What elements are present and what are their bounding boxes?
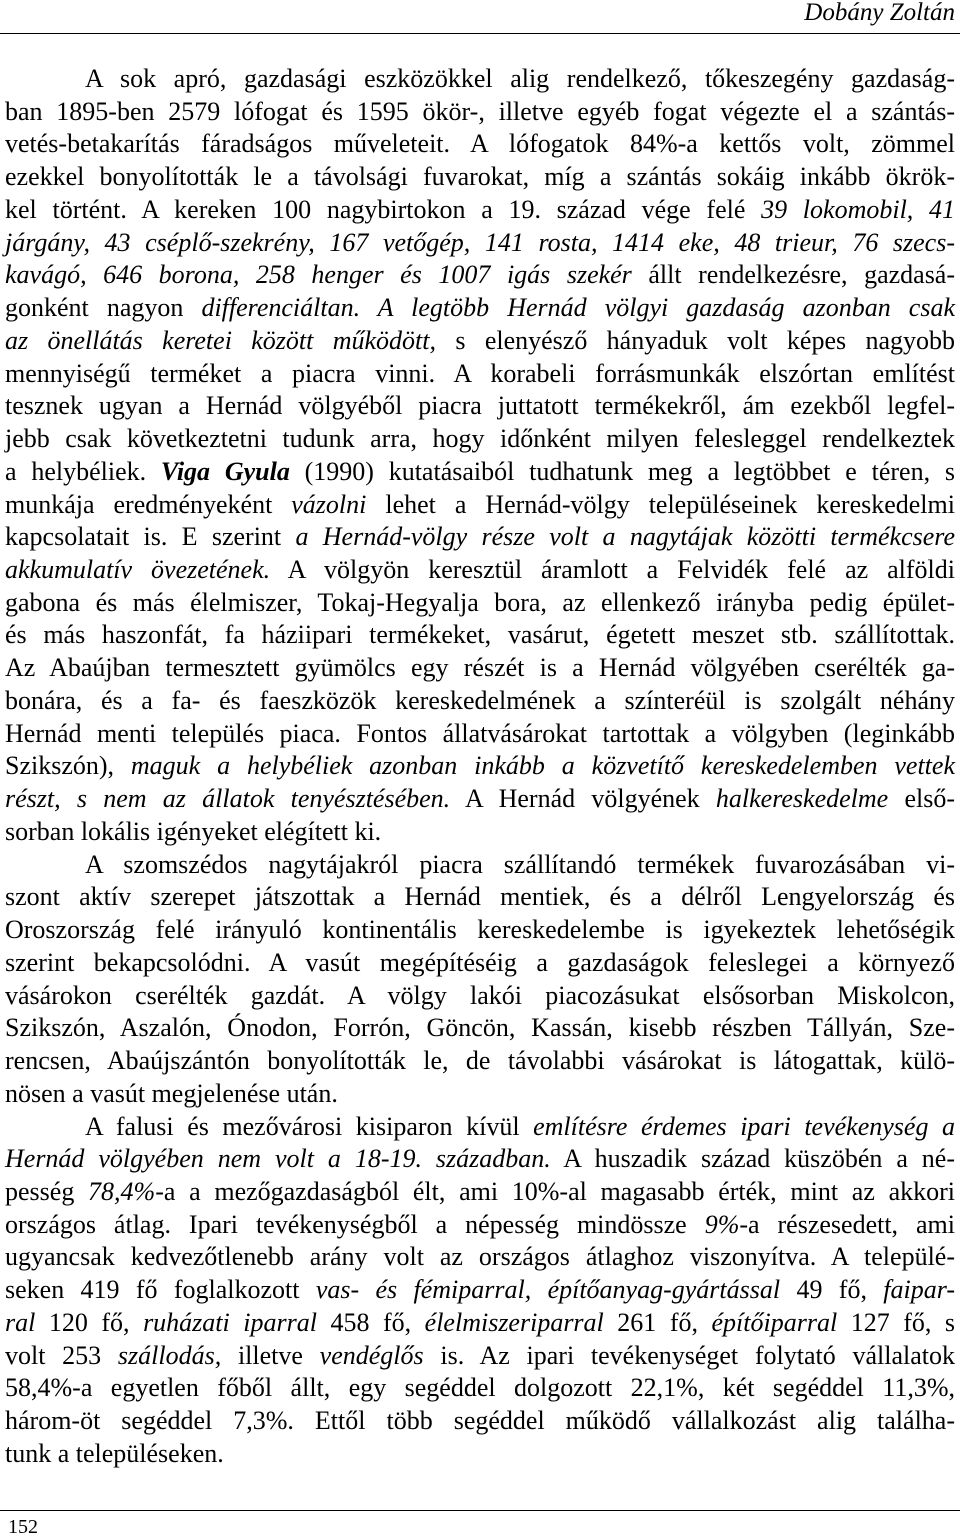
paragraph (5, 849, 955, 1111)
text-run: kel történt. A kereken 100 nagybirtokon a 19. század vége felé (5, 194, 762, 224)
italic-text: építőiparral (711, 1307, 838, 1337)
text-run: ezekkel bonyolították le a távolsági fuvarokat, míg a szántás sokáig inkább ökrök- (5, 162, 955, 192)
text-run: gabona és más élelmiszer, Tokaj-Hegyalja bora, az ellenkező irányba pedig épület- (5, 587, 955, 617)
italic-text: maguk a helybéliek azonban inkább a közvetítő kereskedelemben vettek (130, 751, 955, 781)
italic-text: 78,4% (88, 1176, 156, 1206)
text-line (5, 325, 955, 358)
text-run: (1990) kutatásaiból tudhatunk meg a legtöbbet e téren, s (289, 456, 955, 486)
text-line (5, 587, 955, 620)
text-line (5, 1340, 955, 1373)
text-line (5, 1241, 955, 1274)
body-text (5, 63, 955, 1471)
text-run: 458 fő, (316, 1307, 425, 1337)
text-run: rencsen, Abaújszántón bonyolították le, de távolabbi vásárokat is látogattak, külö- (5, 1046, 955, 1076)
italic-text: kavágó, 646 borona, 258 henger és 1007 igás szekér (5, 260, 632, 290)
text-run: 58,4%-a egyetlen főből állt, egy segéddel dolgozott 22,1%, két segéddel 11,3%, (5, 1373, 955, 1403)
text-run: ugyancsak kedvezőtlenebb arány volt az országos átlaghoz viszonyítva. A települé- (5, 1242, 955, 1272)
text-line (5, 947, 955, 980)
text-line (5, 554, 955, 587)
text-line (5, 1012, 955, 1045)
text-line (5, 489, 955, 522)
text-run: bonára, és a fa- és faeszközök kereskedelmének a színteréül is szolgált néhány (5, 685, 955, 715)
italic-text: a Hernád-völgy része volt a nagytájak közötti termékcsere (295, 522, 955, 552)
italic-text: járgány, 43 cséplő-szekrény, 167 vetőgép, 141 rosta, 1414 eke, 48 trieur, 76 szecs- (5, 227, 955, 257)
italic-text: vázolni (291, 489, 367, 519)
text-line (5, 358, 955, 391)
italic-text: élelmiszeriparral (424, 1307, 604, 1337)
italic-text: ral (5, 1307, 36, 1337)
italic-text: ruházati iparral (143, 1307, 317, 1337)
text-run: 261 fő, (603, 1307, 712, 1337)
italic-text: vas- és fémiparral, építőanyag-gyártással (315, 1275, 781, 1305)
text-line (5, 390, 955, 423)
text-run: kapcsolatait is. E szerint (5, 522, 296, 552)
text-run: s elenyésző hányaduk volt képes nagyobb (436, 325, 956, 355)
text-line (5, 1438, 955, 1471)
text-run: szerint bekapcsolódni. A vasút megépítéséig a gazdaságok feleslegei a környező (5, 947, 955, 977)
text-line (5, 1307, 955, 1340)
italic-text: 9% (704, 1209, 740, 1239)
text-line (5, 783, 955, 816)
paragraph (5, 63, 955, 849)
text-line (5, 1143, 955, 1176)
text-line (5, 1176, 955, 1209)
text-run: 127 fő, s (837, 1307, 955, 1337)
text-run: -a részesedett, ami (739, 1209, 956, 1239)
text-run: A falusi és mezővárosi kisiparon kívül (85, 1111, 534, 1141)
text-line (5, 619, 955, 652)
text-run: tunk a településeken. (5, 1438, 224, 1468)
text-line (5, 881, 955, 914)
italic-text: részt, s nem az állatok tenyésztésében. (5, 784, 451, 814)
text-line (5, 161, 955, 194)
text-line (5, 259, 955, 292)
text-line (5, 1078, 955, 1111)
text-run: nösen a vasút megjelenése után. (5, 1078, 338, 1108)
text-line (5, 1209, 955, 1242)
text-run: sorban lokális igényeket elégített ki. (5, 816, 382, 846)
text-run: Az Abaújban termesztett gyümölcs egy részét is a Hernád völgyében cserélték ga- (5, 653, 955, 683)
italic-text: említésre érdemes ipari tevékenység a (533, 1111, 955, 1141)
text-run: 49 fő, (780, 1275, 884, 1305)
paragraph (5, 1111, 955, 1471)
text-run: a helybéliek. (5, 456, 161, 486)
text-run: Szikszón, Aszalón, Ónodon, Forrón, Göncön, Kassán, kisebb részben Tállyán, Sze- (5, 1013, 955, 1043)
text-line (5, 1405, 955, 1438)
text-line (5, 128, 955, 161)
text-run: szont aktív szerepet játszottak a Hernád mentiek, és a délről Lengyelország és (5, 882, 955, 912)
text-run: pesség (5, 1176, 89, 1206)
text-line (5, 194, 955, 227)
text-line (5, 980, 955, 1013)
text-line (5, 652, 955, 685)
text-run: és más haszonfát, fa háziipari termékeket, vasárut, égetett meszet stb. szállítottak. (5, 620, 955, 650)
italic-text: szállodás, (117, 1340, 222, 1370)
italic-text: 39 lokomobil, 41 (761, 194, 955, 224)
text-line (5, 718, 955, 751)
text-line (5, 521, 955, 554)
text-line (5, 292, 955, 325)
italic-text: az önellátás keretei között működött, (5, 325, 436, 355)
text-run: seken 419 fő foglalkozott (5, 1275, 316, 1305)
text-line (5, 1045, 955, 1078)
text-run: három-öt segéddel 7,3%. Ettől több segéddel működő vállalkozást alig találha- (5, 1406, 955, 1436)
text-run: Oroszország felé irányuló kontinentális kereskedelembe is igyekeztek lehetőségik (5, 915, 955, 945)
italic-text: Hernád völgyében nem volt a 18-19. században. (5, 1144, 551, 1174)
footer-rule (0, 1510, 960, 1511)
text-line (5, 914, 955, 947)
text-line (5, 423, 955, 456)
text-run: A szomszédos nagytájakról piacra szállítandó termékek fuvarozásában vi- (85, 849, 955, 879)
italic-text: akkumulatív övezetének. (5, 555, 271, 585)
running-head: Dobány Zoltán (804, 0, 955, 26)
header-rule (0, 33, 960, 34)
text-run: ban 1895-ben 2579 lófogat és 1595 ökör-, illetve egyéb fogat végezte el a szántás- (5, 96, 955, 126)
text-run: lehet a Hernád-völgy településeinek kereskedelmi (366, 489, 955, 519)
italic-text: differenciáltan. A legtöbb Hernád völgyi gazdaság azonban csak (201, 293, 955, 323)
text-run: Szikszón), (5, 751, 131, 781)
italic-text: vendéglős (319, 1340, 424, 1370)
text-run: Hernád menti település piaca. Fontos állatvásárokat tartottak a völgyben (leginkább (5, 718, 955, 748)
text-run: illetve (221, 1340, 320, 1370)
text-run: volt 253 (5, 1340, 118, 1370)
text-line (5, 1372, 955, 1405)
text-line (5, 227, 955, 260)
text-run: vetés-betakarítás fáradságos műveleteit. A lófogatok 84%-a kettős volt, zömmel (5, 129, 955, 159)
text-run: munkája eredményeként (5, 489, 292, 519)
text-run: -a a mezőgazdaságból élt, ami 10%-al magasabb érték, mint az akkori (155, 1176, 955, 1206)
text-run: A Hernád völgyének (450, 784, 716, 814)
text-run: tesznek ugyan a Hernád völgyéből piacra juttatott termékekről, ám ezekből legfel- (5, 391, 955, 421)
text-line (5, 1111, 955, 1144)
text-line (5, 816, 955, 849)
text-run: állt rendelkezésre, gazdasá- (631, 260, 956, 290)
text-line (5, 750, 955, 783)
text-run: országos átlag. Ipari tevékenységből a népesség mindössze (5, 1209, 705, 1239)
text-run: A völgyön keresztül áramlott a Felvidék felé az alföldi (270, 555, 956, 585)
text-line (5, 456, 955, 489)
text-run: A huszadik század küszöbén a né- (550, 1144, 955, 1174)
text-run: jebb csak következtetni tudunk arra, hogy időnként milyen felesleggel rendelkeztek (5, 424, 955, 454)
text-run: mennyiségű terméket a piacra vinni. A korabeli forrásmunkák elszórtan említést (5, 358, 955, 388)
italic-text: faipar- (883, 1275, 955, 1305)
text-run: A sok apró, gazdasági eszközökkel alig rendelkező, tőkeszegény gazdaság- (85, 64, 955, 93)
page-number: 152 (8, 1516, 38, 1538)
text-line (5, 1274, 955, 1307)
text-line (5, 685, 955, 718)
text-run: is. Az ipari tevékenységet folytató vállalatok (423, 1340, 955, 1370)
text-line (5, 849, 955, 882)
text-run: első- (888, 784, 955, 814)
text-run: 120 fő, (35, 1307, 144, 1337)
text-run: vásárokon cserélték gazdát. A völgy lakói piacozásukat elsősorban Miskolcon, (5, 980, 955, 1010)
text-line (5, 96, 955, 129)
italic-text: halkereskedelme (715, 784, 889, 814)
text-line (5, 63, 955, 96)
bold-italic-text: Viga Gyula (160, 456, 290, 486)
text-run: gonként nagyon (5, 293, 202, 323)
